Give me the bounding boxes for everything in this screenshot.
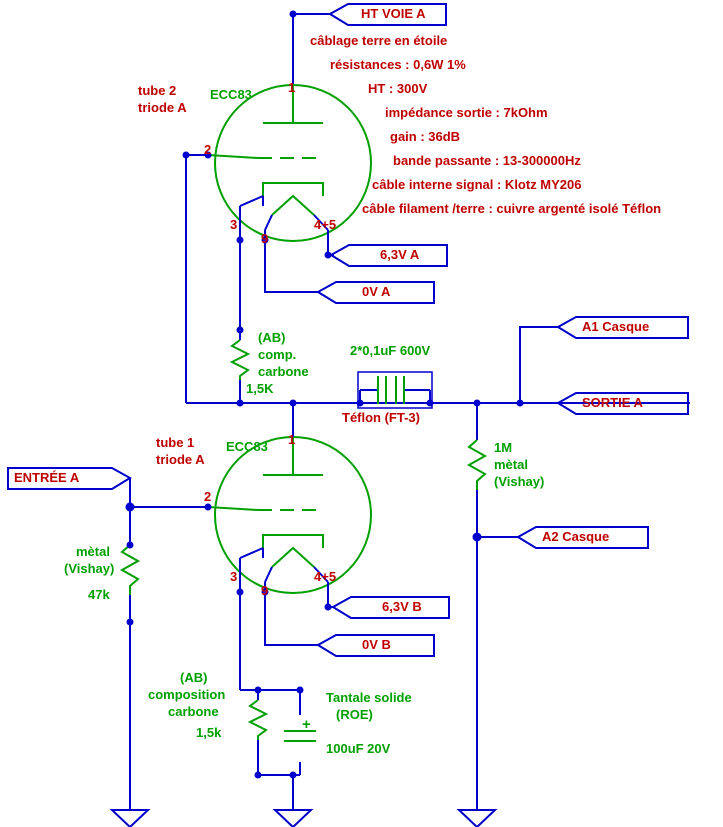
terminal-label-6v3-a[interactable]: 6,3V A [380, 247, 420, 262]
tube-1-pin-2: 2 [204, 489, 212, 504]
grid-leak-resistor-line-1: mètal [494, 457, 528, 472]
note-7: câble filament /terre : cuivre argenté isolé Téflon [362, 201, 662, 216]
coupling-capacitor-value: 2*0,1uF 600V [350, 343, 431, 358]
tube-1-type: ECC83 [226, 439, 268, 454]
tube-2-pin-1: 1 [288, 80, 296, 95]
tube-1-pin-45: 4+5 [314, 569, 337, 584]
cathode-resistor-tube1-line-1: composition [148, 687, 226, 702]
cathode-resistor-tube2-line-2: carbone [258, 364, 309, 379]
grid-leak-resistor-symbol [469, 440, 485, 490]
cathode-capacitor-line-0: Tantale solide [326, 690, 412, 705]
cathode-resistor-tube2-line-0: (AB) [258, 330, 286, 345]
input-resistor-line-1: (Vishay) [64, 561, 115, 576]
tube-1-pin-3: 3 [230, 569, 238, 584]
cathode-resistor-tube1-line-0: (AB) [180, 670, 208, 685]
terminal-label-entree-a[interactable]: ENTRÉE A [14, 470, 80, 485]
cathode-resistor-tube2-line-1: comp. [258, 347, 297, 362]
note-6: câble interne signal : Klotz MY206 [372, 177, 582, 192]
terminal-label-0v-b[interactable]: 0V B [362, 637, 391, 652]
cathode-resistor-tube1-value: 1,5k [196, 725, 222, 740]
terminal-label-a1-casque[interactable]: A1 Casque [582, 319, 650, 334]
note-1: résistances : 0,6W 1% [330, 57, 466, 72]
tube-2-type: ECC83 [210, 87, 252, 102]
ground-symbols [112, 810, 495, 827]
terminal-label-6v3-b[interactable]: 6,3V B [382, 599, 422, 614]
cathode-resistor-tube2-value: 1,5K [246, 381, 274, 396]
cathode-capacitor-polarity: + [302, 716, 311, 733]
tube-1-pin-9: 9 [261, 583, 269, 598]
input-resistor-value: 47k [88, 587, 110, 602]
terminal-label-sortie-a[interactable]: SORTIE A [582, 395, 643, 410]
note-2: HT : 300V [368, 81, 428, 96]
note-4: gain : 36dB [390, 129, 461, 144]
cathode-capacitor-line-1: (ROE) [336, 707, 373, 722]
note-5: bande passante : 13-300000Hz [393, 153, 581, 168]
tube-2-pin-3: 3 [230, 217, 238, 232]
tube-1-pin-1: 1 [288, 432, 296, 447]
terminal-label-ht-voie-a[interactable]: HT VOIE A [361, 6, 426, 21]
grid-leak-resistor-line-2: (Vishay) [494, 474, 545, 489]
cathode-resistor-tube1-symbol [250, 700, 266, 740]
tube-2-subtitle: triode A [138, 100, 187, 115]
cathode-resistor-tube1-line-2: carbone [168, 704, 219, 719]
note-3: impédance sortie : 7kOhm [385, 105, 548, 120]
note-0: câblage terre en étoile [310, 33, 448, 48]
grid-leak-resistor-line-0: 1M [494, 440, 513, 455]
input-resistor-line-0: mètal [76, 544, 110, 559]
tube-2-pin-2: 2 [204, 142, 212, 157]
tube-2-title: tube 2 [138, 83, 177, 98]
tube-2-pin-45: 4+5 [314, 217, 337, 232]
tube-1-subtitle: triode A [156, 452, 205, 467]
coupling-capacitor-note: Téflon (FT-3) [342, 410, 420, 425]
tube-1-title: tube 1 [156, 435, 195, 450]
terminal-label-a2-casque[interactable]: A2 Casque [542, 529, 610, 544]
tube-2-pin-9: 9 [261, 231, 269, 246]
cathode-capacitor-value: 100uF 20V [326, 741, 391, 756]
input-resistor-symbol [122, 545, 138, 595]
terminal-label-0v-a[interactable]: 0V A [362, 284, 391, 299]
cathode-resistor-tube2-symbol [232, 340, 248, 380]
